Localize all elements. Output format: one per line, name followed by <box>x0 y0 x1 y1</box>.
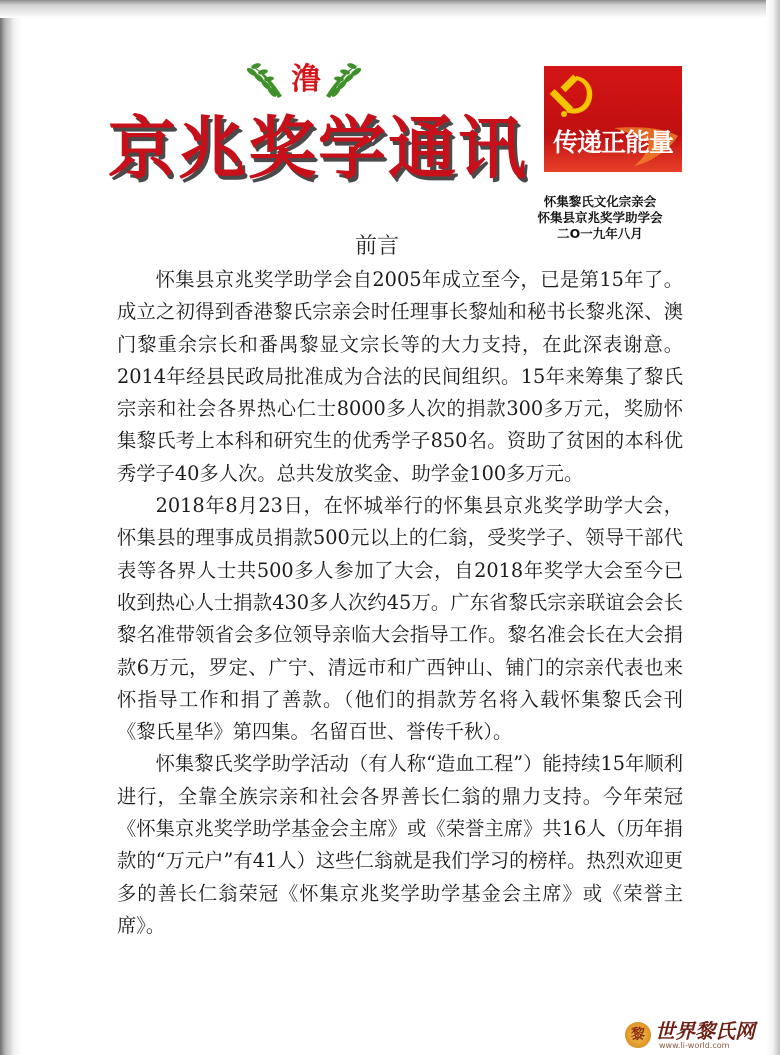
paragraph: 怀集黎氏奖学助学活动（有人称“造血工程”）能持续15年顺利进行，全靠全族宗亲和社会各界善长仁翁的鼎力支持。今年荣冠《怀集京兆奖学助学基金会主席》或《荣誉主席》共16人（历年捐款的“万元户”有41人）这些仁翁就是我们学习的榜样。热烈欢迎更多的善长仁翁荣冠《怀集京兆奖学助学基金会主席》或《荣誉主席》。 <box>117 752 683 937</box>
page-top-shadow <box>0 0 780 18</box>
paragraph: 2018年8月23日，在怀城举行的怀集县京兆奖学助学大会，怀集县的理事成员捐款500元以上的仁翁，受奖学子、领导干部代表等各界人士共500多人参加了大会，自2018年奖学大会至今已收到热心人士捐款430多人次约45万。广东省黎氏宗亲联谊会会长黎名准带领省会多位领导亲临大会指导工作。黎名准会长在大会捐款6万元，罗定、广宁、清远市和广西钟山、铺门的宗亲代表也来怀指导工作和捐了善款。（他们的捐款芳名将入载怀集黎氏会刊《黎氏星华》第四集。名留百世、誉传千秋）。 <box>117 494 683 744</box>
org-line-1: 怀集黎氏文化宗亲会 <box>543 194 657 209</box>
slogan-text: 传递正能量 <box>552 128 673 157</box>
org-line-2: 怀集县京兆奖学助学会 <box>537 210 663 225</box>
party-emblem-banner <box>544 66 682 172</box>
article-body <box>117 264 683 942</box>
site-name: 世界黎氏网 <box>655 1019 755 1043</box>
article-heading: 前言 <box>355 234 400 259</box>
site-url: www.li-world.com <box>659 1041 730 1050</box>
paragraph: 怀集县京兆奖学助学会自2005年成立至今，已是第15年了。成立之初得到香港黎氏宗亲会时任理事长黎灿和秘书长黎兆深、澳门黎重余宗长和番禺黎显文宗长等的大力支持，在此深表谢意。2014年经县民政局批准成为合法的民间组织。15年来筹集了黎氏宗亲和社会各界热心仁士8000多人次的捐款300多万元，奖励怀集黎氏考上本科和研究生的优秀学子850名。资助了贫困的本科优秀学子40多人次。总共发放奖金、助学金100多万元。 <box>117 268 683 485</box>
seal-icon: 黎 <box>625 1022 651 1048</box>
issue-date: 二O一九年八月 <box>557 226 643 241</box>
page-right-shadow <box>766 0 780 1055</box>
masthead-title: 京兆奖学通讯 <box>108 109 529 189</box>
organization-block <box>500 194 700 242</box>
emblem-character: 澛 <box>291 62 321 97</box>
page-left-shadow <box>0 0 22 1055</box>
footer-watermark-logo <box>625 1018 775 1052</box>
